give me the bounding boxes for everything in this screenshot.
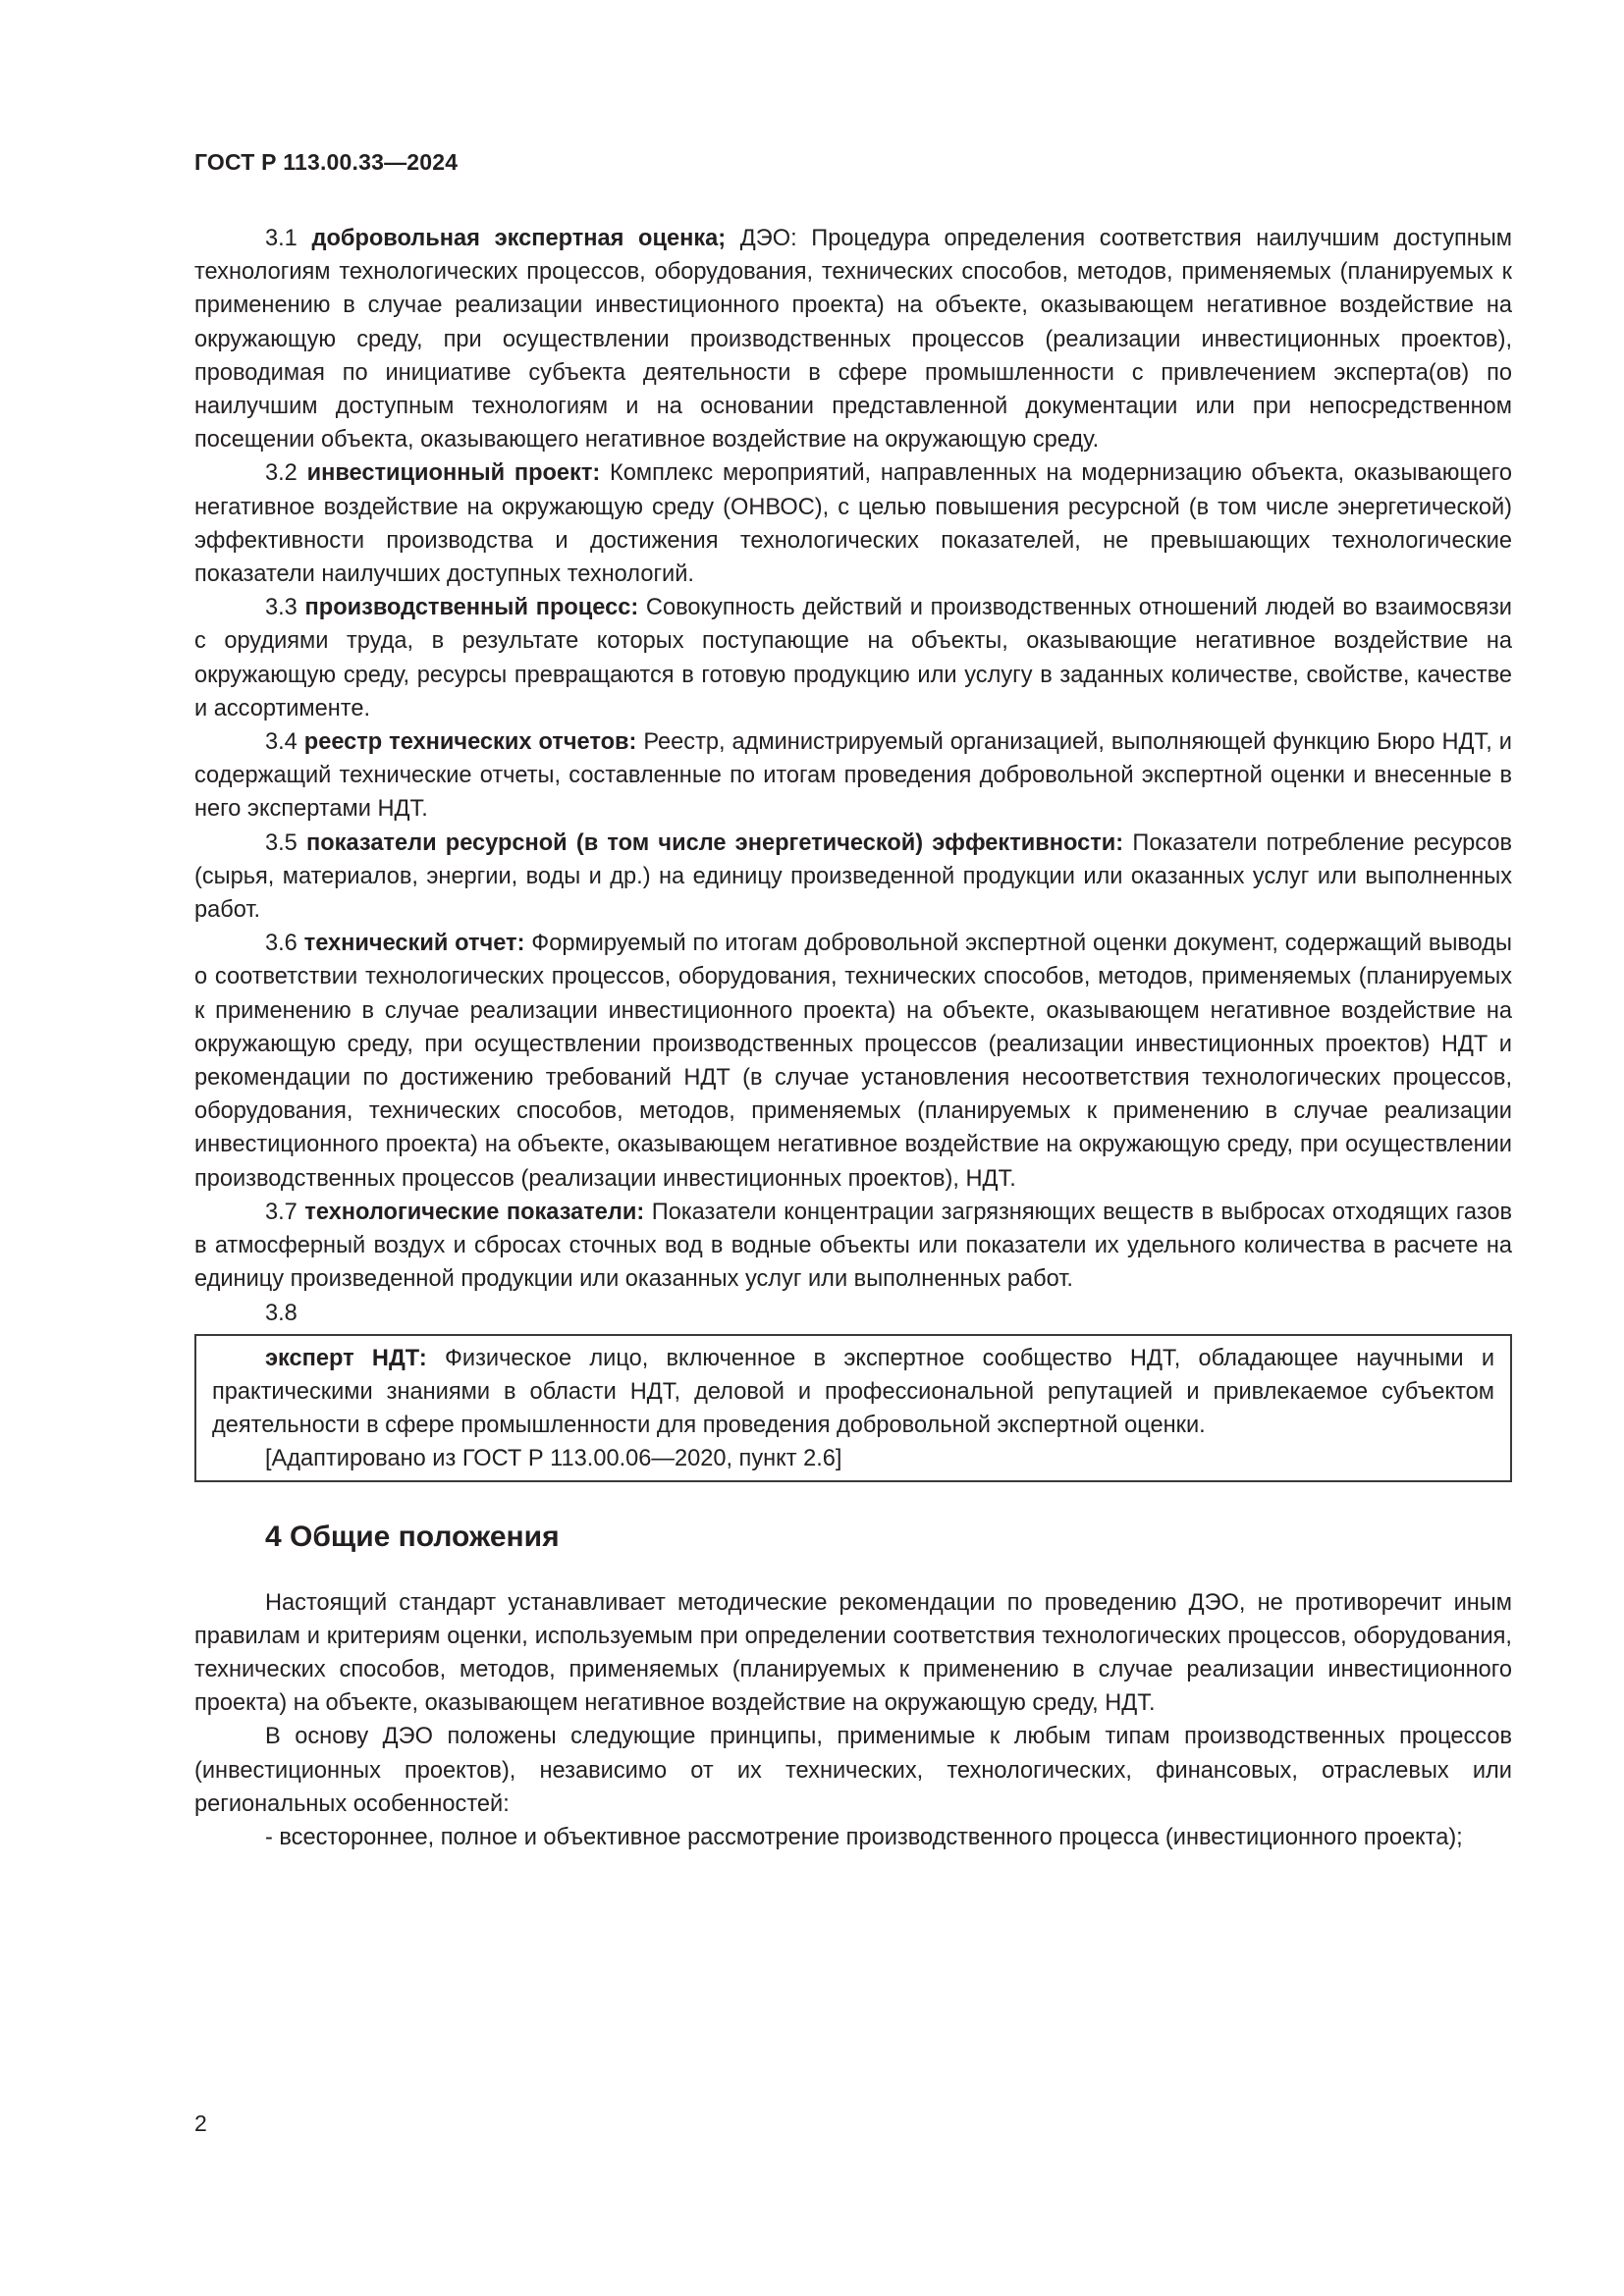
term-title: показатели ресурсной (в том числе энергетической) эффективности: (306, 829, 1124, 856)
term-title: эксперт НДТ: (265, 1345, 427, 1371)
term-number: 3.4 (265, 729, 298, 756)
term-number: 3.3 (265, 595, 298, 621)
term-number: 3.5 (265, 829, 298, 856)
term-paragraph-3-6 (194, 927, 1512, 1196)
term-title: технический отчет: (303, 931, 525, 957)
term-paragraph-3-1 (194, 222, 1512, 456)
term-paragraph-3-3 (194, 591, 1512, 725)
term-title: технологические показатели: (304, 1199, 645, 1225)
term-title: инвестиционный проект: (306, 460, 601, 487)
term-definition: ДЭО: Процедура определения соответствия наилучшим доступным технологиям технологических процессов, оборудования, технических способов, методов, применяемых (планируемых к применению в случае реализации инвестиционного проекта) на объекте, оказывающем негативное воздействие на окружающую среду, при осуществлении производственных процессов (реализации инвестиционных проектов), проводимая по инициативе субъекта деятельности в сфере промышленности с привлечением эксперта(ов) по наилучшим доступным технологиям и на основании представленной документации или при непосредственном посещении объекта, оказывающего негативное воздействие на окружающую среду. (194, 226, 1513, 454)
document-code-header: ГОСТ Р 113.00.33—2024 (194, 149, 459, 175)
term-number: 3.7 (265, 1199, 298, 1225)
term-paragraph-3-4 (194, 725, 1512, 827)
term-title: реестр технических отчетов: (303, 729, 637, 756)
term-number: 3.6 (265, 931, 298, 957)
term-number-3-8: 3.8 (265, 1300, 298, 1326)
term-definition: Совокупность действий и производственных отношений людей во взаимосвязи с орудиями труда, в результате которых поступающие на объекты, оказывающие негативное воздействие на окружающую среду, ресурсы превращаются в готовую продукцию или услугу в заданных количестве, свойстве, качестве и ассортименте. (194, 595, 1512, 721)
term-title: производственный процесс: (304, 595, 639, 621)
adapted-term-box (194, 1334, 1512, 1482)
term-number: 3.1 (265, 226, 298, 251)
section-paragraph: В основу ДЭО положены следующие принципы, применимые к любым типам производственных процессов (инвестиционных проектов), независимо от их технических, технологических, финансовых, отраслевых или региональных особенностей: (194, 1724, 1512, 1817)
term-definition: Показатели концентрации загрязняющих веществ в выбросах отходящих газов в атмосферный воздух и сбросах сточных вод в водные объекты или показатели их удельного количества в расчете на единицу произведенной продукции или оказанных услуг или выполненных работ. (194, 1199, 1513, 1293)
term-definition: Реестр, администрируемый организацией, выполняющей функцию Бюро НДТ, и содержащий технические отчеты, составленные по итогам проведения добровольной экспертной оценки и внесенные в него экспертами НДТ. (194, 729, 1512, 823)
term-paragraph-3-7 (194, 1196, 1512, 1297)
term-paragraph-3-2 (194, 456, 1512, 591)
list-item: - всестороннее, полное и объективное рассмотрение производственного процесса (инвестиционного проекта); (265, 1824, 1463, 1850)
term-title: добровольная экспертная оценка; (311, 226, 727, 251)
term-number: 3.2 (265, 460, 298, 487)
term-definition: Комплекс мероприятий, направленных на модернизацию объекта, оказывающего негативное воздействие на окружающую среду (ОНВОС), с целью повышения ресурсной (в том числе энергетической) эффективности производства и достижения технологических показателей, не превышающих технологические показатели наилучших доступных технологий. (194, 460, 1512, 588)
term-definition: Формируемый по итогам добровольной экспертной оценки документ, содержащий выводы о соответствии технологических процессов, оборудования, технических способов, методов, применяемых (планируемых к применению в случае реализации инвестиционного проекта) на объекте, оказывающем негативное воздействие на окружающую среду, при осуществлении производственных процессов (реализации инвестиционных проектов) НДТ и рекомендации по достижению требований НДТ (в случае установления несоответствия технологических процессов, оборудования, технических способов, методов, применяемых (планируемых к применению в случае реализации инвестиционного проекта) на объекте, оказывающем негативное воздействие на окружающую среду, при осуществлении производственных процессов (реализации инвестиционных проектов), НДТ. (194, 931, 1513, 1192)
term-definition: Показатели потребление ресурсов (сырья, материалов, энергии, воды и др.) на единицу произведенной продукции или оказанных услуг или выполненных работ. (194, 829, 1513, 924)
section-heading: 4 Общие положения (265, 1520, 560, 1553)
term-source-note: [Адаптировано из ГОСТ Р 113.00.06—2020, пункт 2.6] (265, 1446, 842, 1472)
term-definition: Физическое лицо, включенное в экспертное сообщество НДТ, обладающее научными и практическими знаниями в области НДТ, деловой и профессиональной репутацией и привлекаемое субъектом деятельности в сфере промышленности для проведения добровольной экспертной оценки. (212, 1345, 1494, 1439)
page-number: 2 (194, 2110, 207, 2136)
term-paragraph-3-8 (212, 1342, 1494, 1443)
document-body (194, 222, 1512, 1854)
term-paragraph-3-5 (194, 827, 1512, 928)
section-paragraph: Настоящий стандарт устанавливает методические рекомендации по проведению ДЭО, не противоречит иным правилам и критериям оценки, используемым при определении соответствия технологических процессов, оборудования, технических способов, методов, применяемых (планируемых к применению в случае реализации инвестиционного проекта) на объекте, оказывающем негативное воздействие на окружающую среду, НДТ. (194, 1589, 1512, 1717)
